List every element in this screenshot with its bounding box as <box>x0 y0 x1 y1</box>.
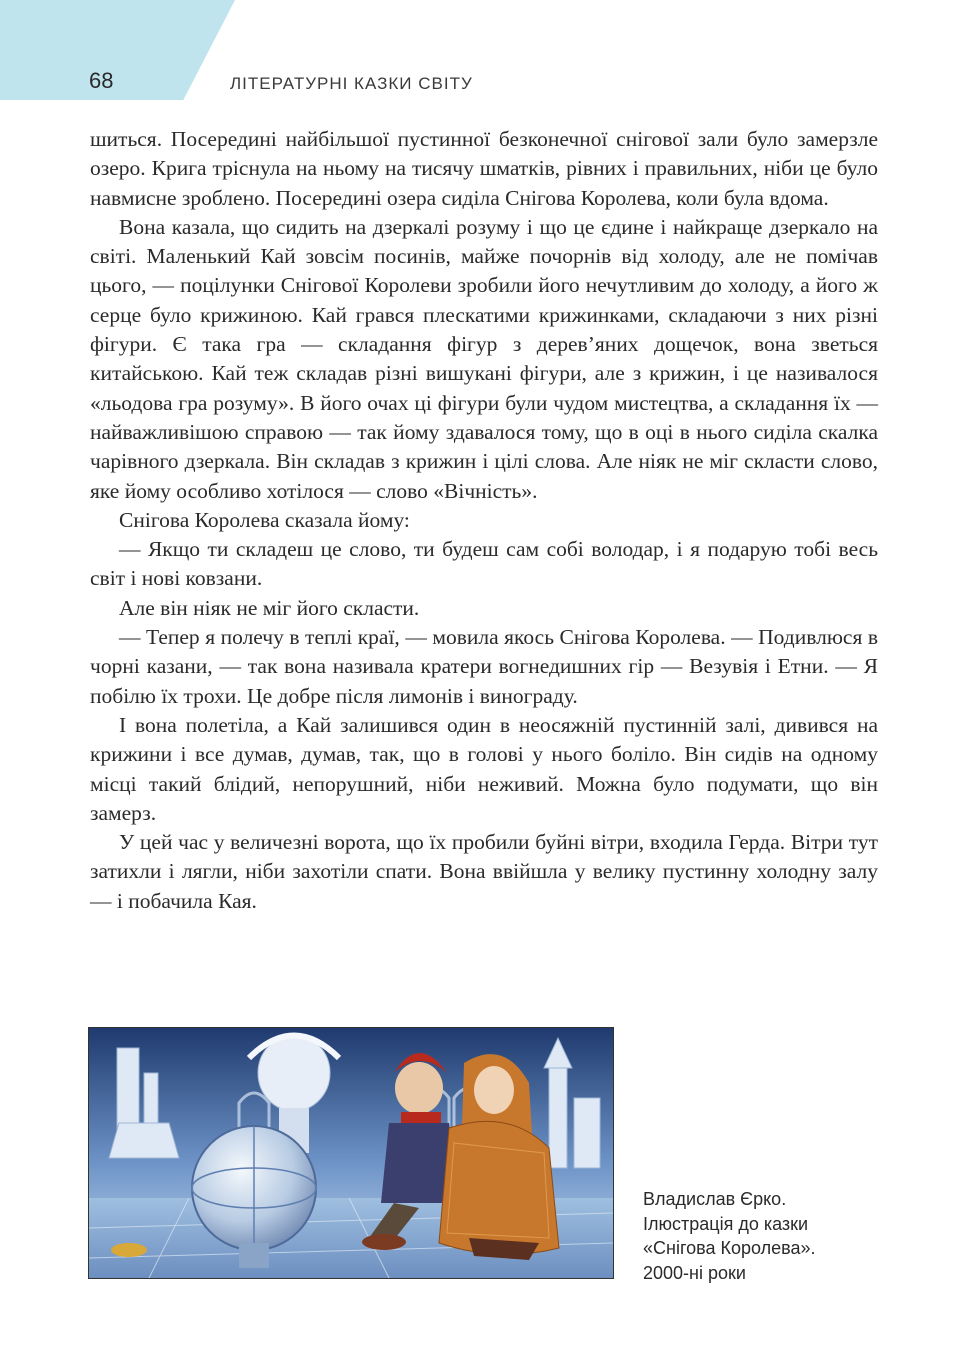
paragraph: Але він ніяк не міг його скласти. <box>119 595 420 620</box>
running-head: ЛІТЕРАТУРНІ КАЗКИ СВІТУ <box>230 74 473 93</box>
caption-author: Владислав Єрко. <box>643 1189 787 1209</box>
caption-date: 2000-ні роки <box>643 1262 746 1283</box>
paragraph: Снігова Королева сказала йому: <box>119 507 410 532</box>
page-number: 68 <box>89 68 114 93</box>
corner-tab-decoration <box>0 0 235 100</box>
paragraph: — Тепер я полечу в теплі краї, — мовила якось Снігова Королева. — Подивлюся в чорні казани, — так вона називала кратери вогнедишних гір — Везувія і Етни. — Я побілю їх трохи. Це добре після лимонів і винограду. <box>90 625 878 708</box>
illustration-caption <box>643 1187 943 1285</box>
illustration <box>88 1027 614 1279</box>
caption-work: «Снігова Королева». <box>643 1238 816 1258</box>
paragraph: — Якщо ти складеш це слово, ти будеш сам собі володар, і я подарую тобі весь світ і нові ковзани. <box>90 537 878 591</box>
caption-title: Ілюстрація до казки <box>643 1213 809 1234</box>
paragraph: У цей час у величезні ворота, що їх пробили буйні вітри, входила Герда. Вітри тут затихли і лягли, ніби захотіли спати. Вона ввійшла у велику пустинну холодну залу — і побачила Кая. <box>90 830 878 913</box>
paragraph: І вона полетіла, а Кай залишився один в неосяжній пустинній залі, дивився на крижини і все думав, думав, так, що в голові у нього боліло. Він сидів на одному місці такий блідий, непорушний, ніби неживий. Можна було подумати, що він замерз. <box>90 712 878 825</box>
body-text <box>90 125 878 916</box>
golden-lamp <box>111 1243 147 1257</box>
paragraph: Вона казала, що сидить на дзеркалі розуму і що це єдине і найкраще дзеркало на світі. Маленький Кай зовсім посинів, майже почорнів від холоду, але не помічав цього, — поцілунки Снігової Королеви зробили його нечутливим до холоду, а його ж серце було крижиною. Кай грався плескатими крижинками, складаючи з них різні фігури. Є така гра — складання фігур з дерев’яних дощечок, вона зветься китайською. Кай теж складав різні вишукані фігури, але з крижин, і це називалося «льодова гра розуму». В його очах ці фігури були чудом мистецтва, а складання їх — найважливішою справою — так йому здавалося тому, що в оці в нього сиділа скалка чарівного дзеркала. Він складав з крижин і цілі слова. Але ніяк не міг скласти слово, яке йому особливо хотілося — слово «Вічність». <box>90 214 878 503</box>
paragraph: шиться. Посередині найбільшої пустинної безконечної снігової зали було замерзле озеро. Крига тріснула на ньому на тисячу шматків, рівних і правильних, ніби це було навмисне зроблено. Посередині озера сиділа Снігова Королева, коли була вдома. <box>90 127 878 210</box>
